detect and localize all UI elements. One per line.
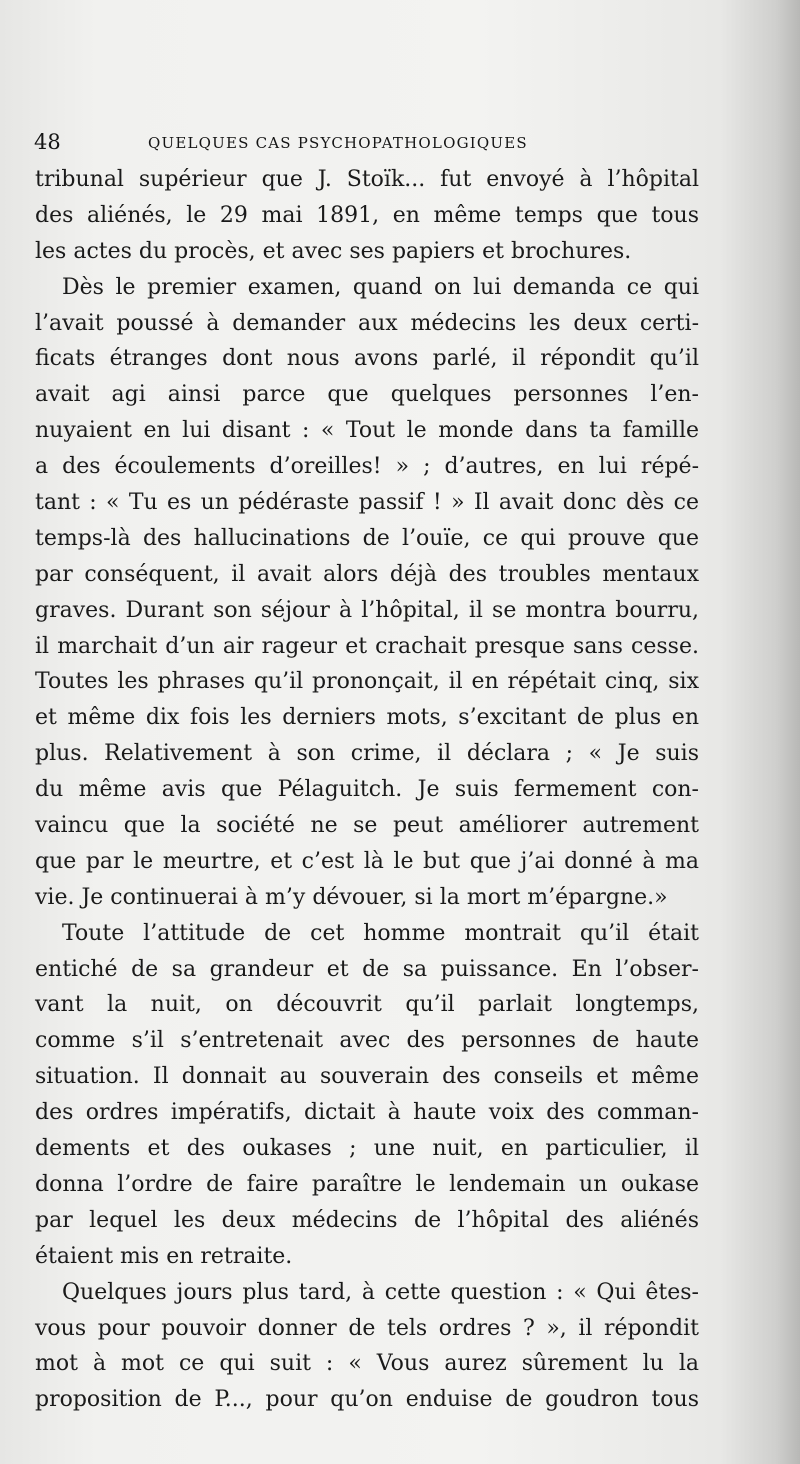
text-line: par conséquent, il avait alors déjà des troubles mentaux [35, 561, 699, 587]
text-line: du même avis que Pélaguitch. Je suis fermement con- [35, 777, 699, 803]
text-line: il marchait d’un air rageur et crachait presque sans cesse. [35, 633, 699, 659]
text-line: vie. Je continuerai à m’y dévouer, si la mort m’épargne.» [35, 884, 668, 910]
text-line: temps-là des hallucinations de l’ouïe, ce qui prouve que [35, 525, 699, 551]
text-line: étaient mis en retraite. [35, 1243, 293, 1269]
text-line: vant la nuit, on découvrit qu’il parlait longtemps, [35, 992, 699, 1018]
text-line: Toutes les phrases qu’il prononçait, il en répétait cinq, six [35, 669, 699, 695]
text-line: plus. Relativement à son crime, il déclara ; « Je suis [35, 741, 699, 767]
text-line: comme s’il s’entretenait avec des personnes de haute [35, 1028, 699, 1054]
text-line: ficats étranges dont nous avons parlé, il répondit qu’il [35, 346, 699, 372]
text-line: l’avait poussé à demander aux médecins les deux certi- [35, 310, 699, 336]
text-line: des ordres impératifs, dictait à haute voix des comman- [35, 1100, 699, 1126]
text-line: vous pour pouvoir donner de tels ordres ? », il répondit [35, 1315, 699, 1341]
text-line: Quelques jours plus tard, à cette question : « Qui êtes- [62, 1279, 699, 1305]
text-line: proposition de P..., pour qu’on enduise de goudron tous [35, 1387, 699, 1413]
text-line: les actes du procès, et avec ses papiers et brochures. [35, 238, 632, 264]
text-line: par lequel les deux médecins de l’hôpital des aliénés [35, 1207, 699, 1233]
text-line: avait agi ainsi parce que quelques personnes l’en- [35, 382, 699, 408]
text-line: nuyaient en lui disant : « Tout le monde dans ta famille [35, 418, 699, 444]
page-number: 48 [34, 130, 61, 154]
text-line: entiché de sa grandeur et de sa puissance. En l’obser- [35, 956, 699, 982]
text-line: tant : « Tu es un pédéraste passif ! » Il avait donc dès ce [35, 490, 699, 516]
text-line: Toute l’attitude de cet homme montrait qu’il était [62, 920, 699, 946]
body-text [35, 162, 699, 1418]
text-line: que par le meurtre, et c’est là le but que j’ai donné à ma [35, 848, 699, 874]
text-line: des aliénés, le 29 mai 1891, en même temps que tous [35, 202, 699, 228]
page-header [34, 127, 734, 157]
text-line: donna l’ordre de faire paraître le lendemain un oukase [35, 1171, 699, 1197]
text-line: tribunal supérieur que J. Stoïk... fut envoyé à l’hôpital [35, 167, 699, 192]
text-line: a des écoulements d’oreilles! » ; d’autres, en lui répé- [35, 454, 699, 480]
text-line: Dès le premier examen, quand on lui demanda ce qui [62, 274, 699, 300]
text-line: et même dix fois les derniers mots, s’excitant de plus en [35, 705, 699, 731]
text-line: graves. Durant son séjour à l’hôpital, il se montra bourru, [35, 597, 699, 623]
text-line: dements et des oukases ; une nuit, en particulier, il [35, 1136, 699, 1162]
text-line: vaincu que la société ne se peut améliorer autrement [35, 813, 699, 839]
text-line: mot à mot ce qui suit : « Vous aurez sûrement lu la [35, 1351, 699, 1377]
running-title: QUELQUES CAS PSYCHOPATHOLOGIQUES [148, 134, 528, 152]
text-line: situation. Il donnait au souverain des conseils et même [35, 1064, 699, 1090]
